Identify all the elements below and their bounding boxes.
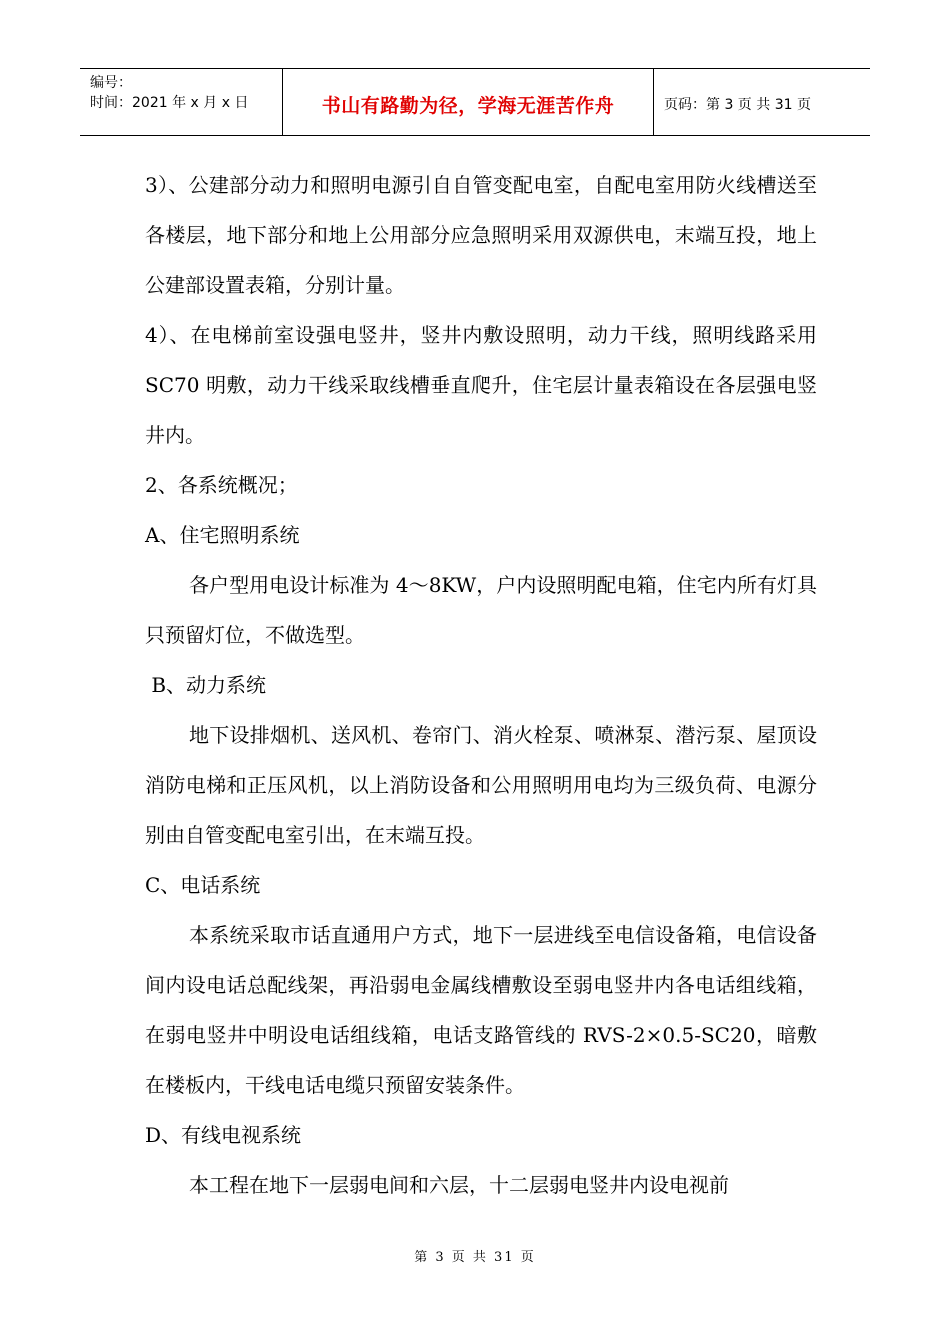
document-date: 时间：2021 年 x 月 x 日: [90, 95, 249, 111]
document-body: [145, 160, 817, 1210]
paragraph-public-power: 3）、公建部分动力和照明电源引自自管变配电室，自配电室用防火线槽送至各楼层，地下部分和地上公用部分应急照明采用双源供电，末端互投，地上公建部设置表箱，分别计量。: [145, 173, 817, 297]
subheading-power-system: B、动力系统: [145, 673, 267, 697]
subheading-residential-lighting: A、住宅照明系统: [145, 523, 300, 547]
page-footer: 第 3 页 共 31 页: [414, 1250, 536, 1265]
section-heading-systems: 2、各系统概况；: [145, 473, 298, 497]
document-number-label: 编号：: [90, 75, 132, 91]
paragraph-cable-tv-system: 本工程在地下一层弱电间和六层，十二层弱电竖井内设电视前: [189, 1173, 729, 1197]
subheading-cable-tv-system: D、有线电视系统: [145, 1123, 302, 1147]
header-meta: [80, 69, 282, 135]
page-header: [80, 68, 870, 136]
header-page-info: 页码：第 3 页 共 31 页: [664, 97, 811, 113]
paragraph-power-system: 地下设排烟机、送风机、卷帘门、消火栓泵、喷淋泵、潜污泵、屋顶设消防电梯和正压风机，以上消防设备和公用照明用电均为三级负荷、电源分别由自管变配电室引出，在末端互投。: [145, 723, 817, 847]
header-slogan: 书山有路勤为径，学海无涯苦作舟: [282, 69, 654, 135]
paragraph-telephone-system: 本系统采取市话直通用户方式，地下一层进线至电信设备箱，电信设备间内设电话总配线架，再沿弱电金属线槽敷设至弱电竖井内各电话组线箱，在弱电竖井中明设电话组线箱，电话支路管线的 RVS-2×0.5-SC20，暗敷在楼板内，干线电话电缆只预留安装条件。: [145, 923, 817, 1097]
subheading-telephone-system: C、电话系统: [145, 873, 261, 897]
paragraph-strong-shaft: 4）、在电梯前室设强电竖井，竖井内敷设照明，动力干线，照明线路采用 SC70 明敷，动力干线采取线槽垂直爬升，住宅层计量表箱设在各层强电竖井内。: [145, 323, 817, 447]
paragraph-residential-lighting: 各户型用电设计标准为 4～8KW，户内设照明配电箱，住宅内所有灯具只预留灯位，不做选型。: [145, 573, 817, 647]
